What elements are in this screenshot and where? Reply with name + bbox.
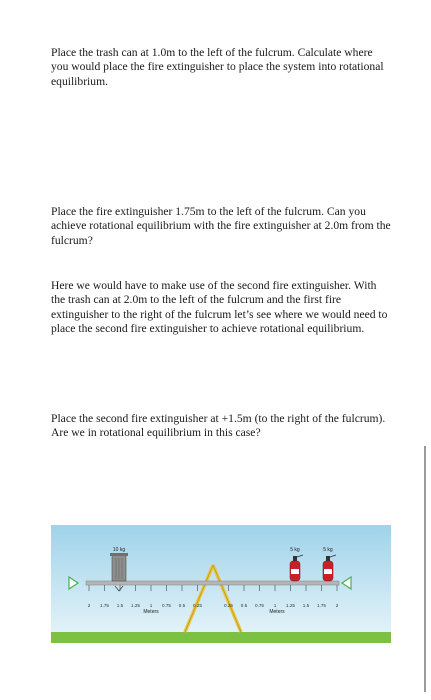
ruler-label-left-5: 0.75 [162,603,171,608]
ruler-label-left-4: 1 [149,603,153,608]
sky-background [51,525,391,632]
ruler-label-right-3: 1 [273,603,277,608]
left-axis-label: Meters [143,609,159,615]
balancing-act-simulation[interactable] [51,525,391,643]
trash-can-mass-label: 10 kg [112,547,126,553]
ruler-label-right-5: 1.5 [302,603,310,608]
ruler-label-right-4: 1.25 [286,603,295,608]
trash-can-lid [110,553,128,556]
ruler-label-left-7: 0.25 [193,603,202,608]
ruler-label-right-1: 0.5 [240,603,248,608]
extinguisher-1-label [291,569,299,574]
ruler-label-left-1: 1.75 [100,603,109,608]
ruler-label-right-7: 2 [335,603,339,608]
ruler-label-left-2: 1.5 [116,603,124,608]
plank[interactable] [86,581,339,585]
extinguisher-2-mass-label: 5 kg [323,547,333,553]
ruler-label-right-0: 0.25 [224,603,233,608]
question-paragraph-2: Place the fire extinguisher 1.75m to the left of the fulcrum. Can you achieve rotational equilibrium with the fire extinguisher at 2.0m from the fulcrum? [51,205,391,247]
ruler-label-left-0: 2 [87,603,91,608]
ruler-label-right-2: 0.75 [255,603,264,608]
ruler-label-left-3: 1.25 [131,603,140,608]
ruler-label-left-6: 0.5 [178,603,186,608]
simulation-canvas [51,525,391,643]
ground [51,632,391,643]
right-axis-label: Meters [269,609,285,615]
question-paragraph-3: Here we would have to make use of the second fire extinguisher. With the trash can at 2.0m to the left of the fulcrum and the first fire extinguisher to the right of the fulcrum let’s see where we would need to place the second fire extinguisher to achieve rotational equilibrium. [51,279,388,336]
question-paragraph-1: Place the trash can at 1.0m to the left of the fulcrum. Calculate where you would place the fire extinguisher to place the system into rotational equilibrium. [51,46,384,88]
question-paragraph-4: Place the second fire extinguisher at +1.5m (to the right of the fulcrum). Are we in rotational equilibrium in this case? [51,412,386,440]
extinguisher-1-mass-label: 5 kg [290,547,300,553]
extinguisher-2-label [324,569,332,574]
scrollbar[interactable] [424,446,426,692]
ruler-label-right-6: 1.75 [317,603,326,608]
